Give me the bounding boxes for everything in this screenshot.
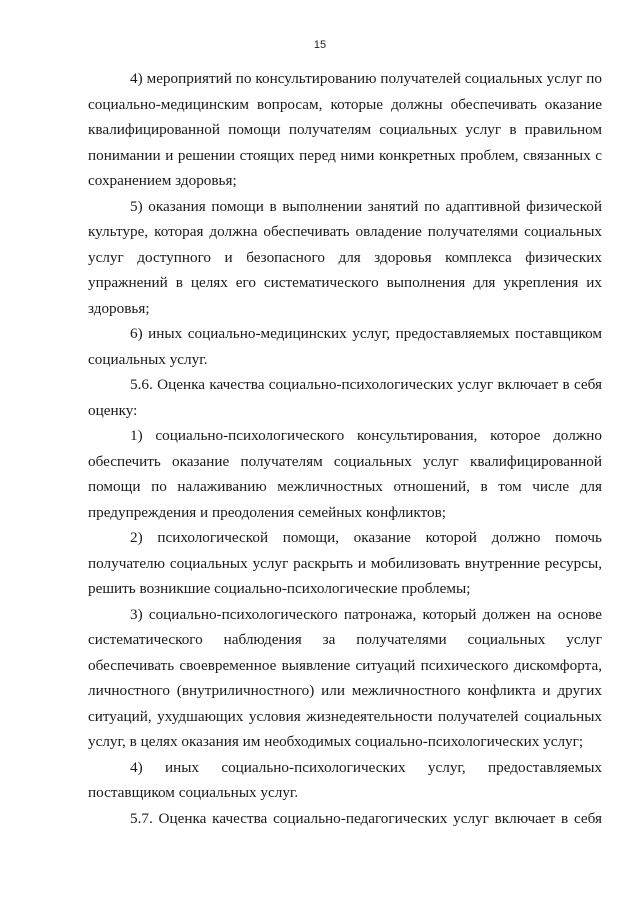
paragraph-item-1-psych-consulting: 1) социально-психологического консультирования, которое должно обеспечить оказание получателям социальных услуг квалифицированной помощи по налаживанию межличностных отношений, в том числе для предупреждения и преодоления семейных конфликтов; [88,427,602,521]
paragraph-section-5-6: 5.6. Оценка качества социально-психологических услуг включает в себя оценку: [88,376,602,419]
document-body [88,66,602,831]
paragraph-item-4-other-psych-services: 4) иных социально-психологических услуг, предоставляемых поставщиком социальных услуг. [88,758,602,801]
paragraph-item-2-psych-help: 2) психологической помощи, оказание которой должно помочь получателю социальных услуг раскрыть и мобилизовать внутренние ресурсы, решить возникшие социально-психологические проблемы; [88,529,602,597]
page-number: 15 [313,39,327,51]
paragraph-section-5-7: 5.7. Оценка качества социально-педагогических услуг включает в себя [130,809,602,827]
paragraph-item-6-other-medical-services: 6) иных социально-медицинских услуг, предоставляемых поставщиком социальных услуг. [88,325,602,368]
paragraph-item-4-medical-consulting: 4) мероприятий по консультированию получателей социальных услуг по социально-медицинским вопросам, которые должны обеспечивать оказание квалифицированной помощи получателям социальных услуг в правильном понимании и решении стоящих перед ними конкретных проблем, связанных с сохранением здоровья; [88,70,602,189]
paragraph-item-5-adaptive-physical-culture: 5) оказания помощи в выполнении занятий по адаптивной физической культуре, которая должна обеспечивать овладение получателями социальных услуг доступного и безопасного для здоровья комплекса физических упражнений в целях его систематического выполнения для укрепления их здоровья; [88,197,602,317]
paragraph-item-3-psych-patronage: 3) социально-психологического патронажа, который должен на основе систематического наблюдения за получателями социальных услуг обеспечивать своевременное выявление ситуаций психического дискомфорта, личностного (внутриличностного) или межличностного конфликта и других ситуаций, ухудшающих условия жизнедеятельности получателей социальных услуг, в целях оказания им необходимых социально-психологических услуг; [88,605,602,750]
